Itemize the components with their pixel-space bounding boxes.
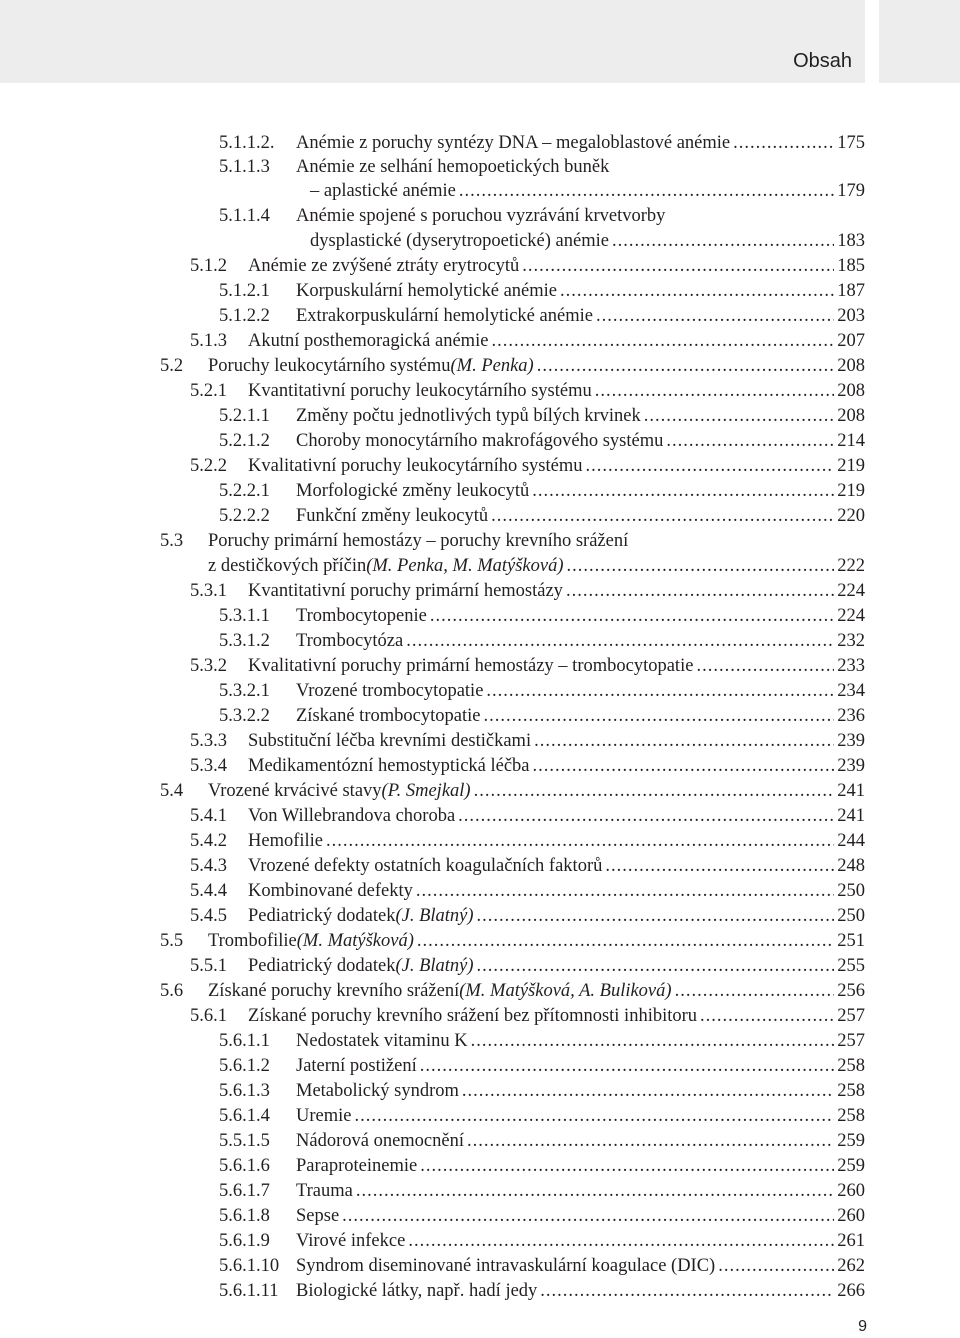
toc-entry-title: Biologické látky, např. hadí jedy [296, 1281, 538, 1301]
header-side-tab [879, 0, 960, 83]
toc-entry-number: 5.3.2.2 [219, 706, 270, 726]
toc-entry-title: Paraproteinemie [296, 1156, 418, 1176]
toc-entry[interactable] [219, 405, 865, 427]
toc-entry-title: Změny počtu jednotlivých typů bílých krvinek [296, 406, 641, 426]
toc-entry-title: Anémie ze zvýšené ztráty erytrocytů [248, 256, 520, 276]
toc-entry-number: 5.2 [160, 356, 184, 376]
toc-leader-dots [430, 605, 834, 627]
toc-entry-page: 260 [837, 1181, 865, 1201]
toc-entry-page: 251 [837, 931, 865, 951]
toc-entry-page: 179 [837, 181, 865, 201]
toc-entry[interactable] [219, 1055, 865, 1077]
toc-entry-title: z destičkových příčin [208, 556, 367, 576]
toc-leader-dots [696, 655, 834, 677]
toc-entry-page: 222 [837, 556, 865, 576]
toc-entry-page: 185 [837, 256, 865, 276]
toc-entry-page: 207 [837, 331, 865, 351]
toc-entry[interactable] [190, 855, 865, 877]
toc-entry-page: 219 [837, 481, 865, 501]
toc-entry-number: 5.6.1.8 [219, 1206, 270, 1226]
toc-leader-dots [560, 280, 834, 302]
toc-leader-dots [416, 880, 834, 902]
toc-entry[interactable] [190, 255, 865, 277]
toc-entry-number: 5.6.1.10 [219, 1256, 280, 1276]
toc-entry-number: 5.1.3 [190, 331, 227, 351]
toc-entry[interactable] [190, 1005, 865, 1027]
toc-entry-page: 220 [837, 506, 865, 526]
toc-entry-page: 262 [837, 1256, 865, 1276]
toc-entry-page: 208 [837, 406, 865, 426]
toc-entry-page: 234 [837, 681, 865, 701]
toc-entry-number: 5.2.2 [190, 456, 227, 476]
toc-entry-number: 5.1.1.3 [219, 157, 270, 177]
toc-entry[interactable] [310, 230, 865, 252]
toc-entry-page: 236 [837, 706, 865, 726]
toc-entry-title: Trombocytóza [296, 631, 404, 651]
toc-leader-dots [537, 355, 835, 377]
toc-entry-title: Získané poruchy krevního srážení [208, 981, 460, 1001]
toc-entry-page: 250 [837, 881, 865, 901]
toc-leader-dots [477, 905, 835, 927]
toc-entry-page: 241 [837, 781, 865, 801]
toc-entry-title: Trombocytopenie [296, 606, 427, 626]
toc-entry-number: 5.1.1.2. [219, 133, 275, 153]
toc-entry-title: Akutní posthemoragická anémie [248, 331, 489, 351]
toc-entry[interactable] [190, 830, 865, 852]
toc-entry[interactable] [219, 1230, 865, 1252]
toc-entry[interactable] [190, 880, 865, 902]
toc-entry-page: 232 [837, 631, 865, 651]
toc-entry[interactable] [160, 355, 865, 377]
toc-entry-page: 208 [837, 381, 865, 401]
toc-leader-dots [459, 180, 834, 202]
toc-entry-title: Sepse [296, 1206, 340, 1226]
toc-entry-number: 5.3.2.1 [219, 681, 270, 701]
toc-leader-dots [491, 505, 834, 527]
toc-entry-title: Hemofilie [248, 831, 324, 851]
toc-entry-page: 259 [837, 1156, 865, 1176]
toc-leader-dots [675, 980, 835, 1002]
toc-leader-dots [486, 680, 834, 702]
toc-leader-dots [491, 330, 834, 352]
toc-entry[interactable] [219, 280, 865, 302]
toc-entry-author: (M. Matýšková) [296, 931, 414, 951]
toc-entry-number: 5.1.2.2 [219, 306, 270, 326]
toc-entry-number: 5.1.2 [190, 256, 227, 276]
toc-entry-page: 257 [837, 1006, 865, 1026]
toc-entry[interactable] [208, 555, 865, 577]
toc-entry-number: 5.3 [160, 531, 184, 551]
toc-entry-title: Nedostatek vitaminu K [296, 1031, 468, 1051]
toc-entry-title: dysplastické (dyserytropoetické) anémie [310, 231, 609, 251]
toc-entry[interactable] [219, 1280, 865, 1302]
toc-entry-number: 5.5.1 [190, 956, 227, 976]
toc-entry-number: 5.2.2.1 [219, 481, 270, 501]
toc-entry-author: (M. Penka, M. Matýšková) [366, 556, 564, 576]
toc-entry[interactable] [219, 1255, 865, 1277]
toc-entry-page: 187 [837, 281, 865, 301]
toc-leader-dots [533, 755, 835, 777]
toc-entry[interactable] [219, 156, 609, 178]
toc-entry[interactable] [219, 630, 865, 652]
toc-entry[interactable] [219, 1130, 865, 1152]
toc-entry-title: Kombinované defekty [248, 881, 413, 901]
toc-entry-title: Vrozené trombocytopatie [296, 681, 484, 701]
toc-entry-number: 5.1.1.4 [219, 206, 270, 226]
toc-entry-number: 5.6.1.3 [219, 1081, 270, 1101]
toc-leader-dots [462, 1080, 834, 1102]
toc-entry-author: (M. Penka) [450, 356, 534, 376]
toc-entry[interactable] [160, 980, 865, 1002]
toc-entry-number: 5.6.1.7 [219, 1181, 270, 1201]
toc-entry-page: 224 [837, 581, 865, 601]
page-number: 9 [858, 1318, 867, 1335]
toc-entry-page: 266 [837, 1281, 865, 1301]
toc-entry-title: Kvalitativní poruchy leukocytárního systému [248, 456, 583, 476]
toc-entry-page: 214 [837, 431, 865, 451]
toc-entry[interactable] [219, 1155, 865, 1177]
toc-entry[interactable] [190, 730, 865, 752]
toc-entry[interactable] [219, 480, 865, 502]
toc-leader-dots [595, 380, 835, 402]
toc-entry-page: 255 [837, 956, 865, 976]
toc-entry-page: 258 [837, 1056, 865, 1076]
toc-entry-author: (J. Blatný) [395, 906, 474, 926]
toc-entry-number: 5.6.1.6 [219, 1156, 270, 1176]
toc-entry[interactable] [219, 680, 865, 702]
toc-leader-dots [467, 1130, 834, 1152]
toc-leader-dots [420, 1055, 835, 1077]
toc-leader-dots [458, 805, 834, 827]
toc-entry[interactable] [190, 580, 865, 602]
toc-entry-number: 5.2.1 [190, 381, 227, 401]
toc-entry-title: Extrakorpuskulární hemolytické anémie [296, 306, 593, 326]
toc-entry[interactable] [219, 1205, 865, 1227]
toc-entry-number: 5.4 [160, 781, 184, 801]
toc-entry-title: Anémie ze selhání hemopoetických buněk [296, 157, 610, 177]
toc-leader-dots [354, 1105, 834, 1127]
toc-leader-dots [612, 230, 834, 252]
toc-leader-dots [420, 1155, 834, 1177]
toc-entry-page: 258 [837, 1106, 865, 1126]
toc-entry[interactable] [219, 505, 865, 527]
toc-entry-page: 258 [837, 1081, 865, 1101]
toc-entry-title: Poruchy leukocytárního systému [208, 356, 451, 376]
toc-leader-dots [342, 1205, 834, 1227]
toc-entry-title: Trauma [296, 1181, 353, 1201]
toc-entry-number: 5.1.2.1 [219, 281, 270, 301]
toc-entry-title: Jaterní postižení [296, 1056, 417, 1076]
toc-entry[interactable] [190, 455, 865, 477]
toc-entry[interactable] [219, 205, 665, 227]
toc-entry[interactable] [190, 955, 865, 977]
toc-entry-page: 203 [837, 306, 865, 326]
toc-entry-title: Pediatrický dodatek [248, 956, 396, 976]
toc-entry-title: Choroby monocytárního makrofágového systému [296, 431, 664, 451]
toc-entry-number: 5.4.3 [190, 856, 227, 876]
toc-leader-dots [596, 305, 834, 327]
toc-entry-title: Funkční změny leukocytů [296, 506, 489, 526]
toc-entry[interactable] [219, 132, 865, 154]
toc-entry-number: 5.6.1.11 [219, 1281, 279, 1301]
toc-entry[interactable] [219, 305, 865, 327]
toc-leader-dots [540, 1280, 834, 1302]
toc-entry-number: 5.5 [160, 931, 184, 951]
toc-leader-dots [417, 930, 834, 952]
toc-entry-number: 5.6.1.1 [219, 1031, 270, 1051]
toc-entry[interactable] [190, 330, 865, 352]
toc-leader-dots [733, 132, 834, 154]
toc-entry-number: 5.2.1.2 [219, 431, 270, 451]
toc-leader-dots [700, 1005, 834, 1027]
toc-entry-page: 219 [837, 456, 865, 476]
toc-entry-number: 5.4.1 [190, 806, 227, 826]
toc-entry-page: 248 [837, 856, 865, 876]
toc-entry-title: Virové infekce [296, 1231, 406, 1251]
toc-leader-dots [356, 1180, 834, 1202]
toc-entry[interactable] [219, 1080, 865, 1102]
toc-leader-dots [522, 255, 834, 277]
toc-entry-title: Trombofilie [208, 931, 297, 951]
toc-leader-dots [477, 955, 835, 977]
toc-entry-page: 233 [837, 656, 865, 676]
toc-entry[interactable] [219, 605, 865, 627]
toc-leader-dots [534, 730, 834, 752]
toc-entry-title: Pediatrický dodatek [248, 906, 396, 926]
toc-entry[interactable] [219, 705, 865, 727]
toc-entry-title: Korpuskulární hemolytické anémie [296, 281, 557, 301]
toc-leader-dots [666, 430, 834, 452]
toc-entry-page: 241 [837, 806, 865, 826]
toc-entry-number: 5.4.2 [190, 831, 227, 851]
toc-leader-dots [408, 1230, 834, 1252]
header-band [0, 0, 865, 83]
toc-entry-number: 5.4.4 [190, 881, 227, 901]
toc-entry-number: 5.6.1.4 [219, 1106, 270, 1126]
toc-entry-title: Nádorová onemocnění [296, 1131, 464, 1151]
toc-entry[interactable] [190, 755, 865, 777]
toc-entry-page: 250 [837, 906, 865, 926]
toc-leader-dots [566, 580, 834, 602]
toc-entry-title: Získané poruchy krevního srážení bez přítomnosti inhibitoru [248, 1006, 698, 1026]
toc-entry[interactable] [219, 1105, 865, 1127]
toc-entry-title: Vrozené krvácivé stavy [208, 781, 382, 801]
toc-entry-title: Poruchy primární hemostázy – poruchy krevního srážení [208, 531, 629, 551]
toc-entry-title: Von Willebrandova choroba [248, 806, 456, 826]
toc-entry-title: Vrozené defekty ostatních koagulačních faktorů [248, 856, 603, 876]
toc-leader-dots [566, 555, 834, 577]
toc-entry-page: 208 [837, 356, 865, 376]
toc-entry-number: 5.3.1 [190, 581, 227, 601]
toc-entry-title: – aplastické anémie [310, 181, 456, 201]
toc-entry-number: 5.3.3 [190, 731, 227, 751]
toc-entry-page: 257 [837, 1031, 865, 1051]
toc-entry-number: 5.3.2 [190, 656, 227, 676]
header-title: Obsah [793, 50, 852, 72]
toc-entry-title: Kvantitativní poruchy leukocytárního systému [248, 381, 592, 401]
toc-leader-dots [474, 780, 835, 802]
toc-leader-dots [585, 455, 834, 477]
toc-entry-number: 5.6.1.9 [219, 1231, 270, 1251]
toc-entry-title: Kvalitativní poruchy primární hemostázy – trombocytopatie [248, 656, 694, 676]
toc-entry-page: 175 [837, 133, 865, 153]
toc-entry-title: Medikamentózní hemostyptická léčba [248, 756, 530, 776]
toc-entry-page: 256 [837, 981, 865, 1001]
toc-entry[interactable] [190, 380, 865, 402]
toc-entry-page: 183 [837, 231, 865, 251]
toc-entry[interactable] [219, 1180, 865, 1202]
toc-entry[interactable] [190, 905, 865, 927]
toc-entry-author: (P. Smejkal) [381, 781, 471, 801]
toc-leader-dots [406, 630, 834, 652]
toc-entry-title: Syndrom diseminované intravaskulární koagulace (DIC) [296, 1256, 716, 1276]
toc-entry-title: Získané trombocytopatie [296, 706, 481, 726]
toc-entry[interactable] [219, 430, 865, 452]
toc-entry-page: 239 [837, 756, 865, 776]
toc-entry[interactable] [160, 930, 865, 952]
toc-entry-page: 239 [837, 731, 865, 751]
toc-entry-author: (M. Matýšková, A. Buliková) [459, 981, 672, 1001]
toc-entry-page: 244 [837, 831, 865, 851]
toc-entry-page: 224 [837, 606, 865, 626]
toc-entry[interactable] [190, 805, 865, 827]
toc-leader-dots [605, 855, 834, 877]
toc-entry-title: Kvantitativní poruchy primární hemostázy [248, 581, 563, 601]
toc-entry-number: 5.2.1.1 [219, 406, 270, 426]
toc-entry[interactable] [160, 780, 865, 802]
toc-entry-title: Uremie [296, 1106, 352, 1126]
toc-entry-number: 5.6 [160, 981, 184, 1001]
toc-entry[interactable] [219, 1030, 865, 1052]
toc-entry-number: 5.5.1.5 [219, 1131, 270, 1151]
toc-entry[interactable] [310, 180, 865, 202]
toc-entry-number: 5.3.4 [190, 756, 227, 776]
toc-entry-page: 259 [837, 1131, 865, 1151]
toc-leader-dots [483, 705, 834, 727]
toc-entry-number: 5.6.1 [190, 1006, 227, 1026]
toc-leader-dots [718, 1255, 834, 1277]
toc-entry[interactable] [160, 530, 628, 552]
toc-leader-dots [532, 480, 834, 502]
toc-leader-dots [644, 405, 834, 427]
toc-entry-title: Substituční léčba krevními destičkami [248, 731, 532, 751]
toc-entry-title: Metabolický syndrom [296, 1081, 459, 1101]
toc-entry-page: 260 [837, 1206, 865, 1226]
toc-entry-title: Anémie spojené s poruchou vyzrávání krvetvorby [296, 206, 666, 226]
toc-entry[interactable] [190, 655, 865, 677]
toc-entry-page: 261 [837, 1231, 865, 1251]
toc-entry-title: Morfologické změny leukocytů [296, 481, 530, 501]
toc-leader-dots [326, 830, 834, 852]
toc-entry-author: (J. Blatný) [395, 956, 474, 976]
toc-entry-number: 5.3.1.2 [219, 631, 270, 651]
toc-leader-dots [471, 1030, 835, 1052]
toc-entry-number: 5.3.1.1 [219, 606, 270, 626]
toc-entry-title: Anémie z poruchy syntézy DNA – megaloblastové anémie [296, 133, 731, 153]
toc-entry-number: 5.4.5 [190, 906, 227, 926]
toc-entry-number: 5.2.2.2 [219, 506, 270, 526]
toc-entry-number: 5.6.1.2 [219, 1056, 270, 1076]
